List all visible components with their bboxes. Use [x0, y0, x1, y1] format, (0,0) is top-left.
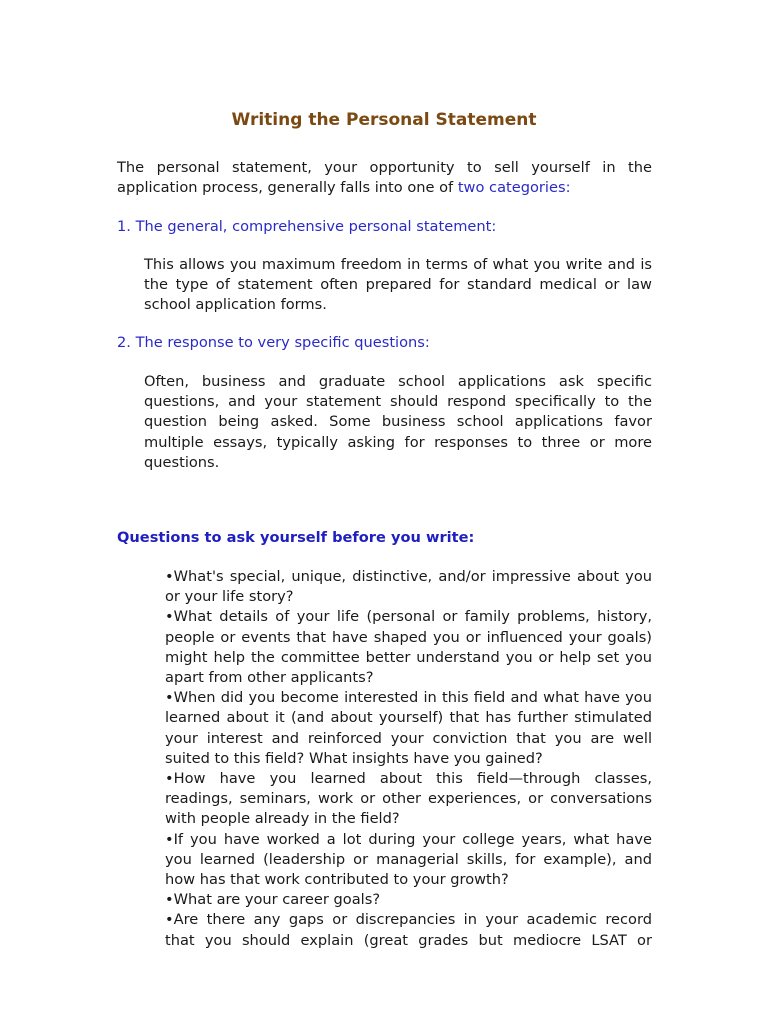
questions-list	[165, 567, 652, 951]
category-2-heading: 2. The response to very specific questions:	[117, 334, 430, 351]
page-title: Writing the Personal Statement	[231, 110, 537, 130]
question-item: •What's special, unique, distinctive, and/or impressive about you or your life story?	[165, 568, 652, 606]
question-item: •What details of your life (personal or family problems, history, people or events that have shaped you or influenced your goals) might help the committee better understand you or help set you apart from other applicants?	[165, 608, 652, 687]
question-item: •If you have worked a lot during your college years, what have you learned (leadership or managerial skills, for example), and how has that work contributed to your growth?	[165, 830, 652, 889]
category-1-body: This allows you maximum freedom in terms of what you write and is the type of statement often prepared for standard medical or law school application forms.	[144, 256, 652, 314]
intro-paragraph	[117, 158, 652, 198]
question-item: •What are your career goals?	[165, 891, 381, 909]
question-item: •Are there any gaps or discrepancies in your academic record that you should explain (great grades but mediocre LSAT or	[165, 911, 652, 949]
two-categories-text: two categories	[457, 179, 566, 197]
question-item: •When did you become interested in this field and what have you learned about it (and about yourself) that has further stimulated your interest and reinforced your conviction that you are well suited to this field? What insights have you gained?	[165, 689, 652, 767]
questions-heading: Questions to ask yourself before you write:	[117, 529, 475, 546]
category-1-heading: 1. The general, comprehensive personal statement:	[117, 218, 497, 235]
intro-colon: :	[565, 179, 571, 197]
category-2-body: Often, business and graduate school applications ask specific questions, and your statement should respond specifically to the question being asked. Some business school applications favor multiple essays, typically asking for responses to three or more questions.	[144, 373, 652, 471]
question-item: •How have you learned about this field—through classes, readings, seminars, work or other experiences, or conversations with people already in the field?	[165, 770, 652, 828]
intro-text: The personal statement, your opportunity to sell yourself in the application process, generally falls into one of	[117, 159, 652, 197]
